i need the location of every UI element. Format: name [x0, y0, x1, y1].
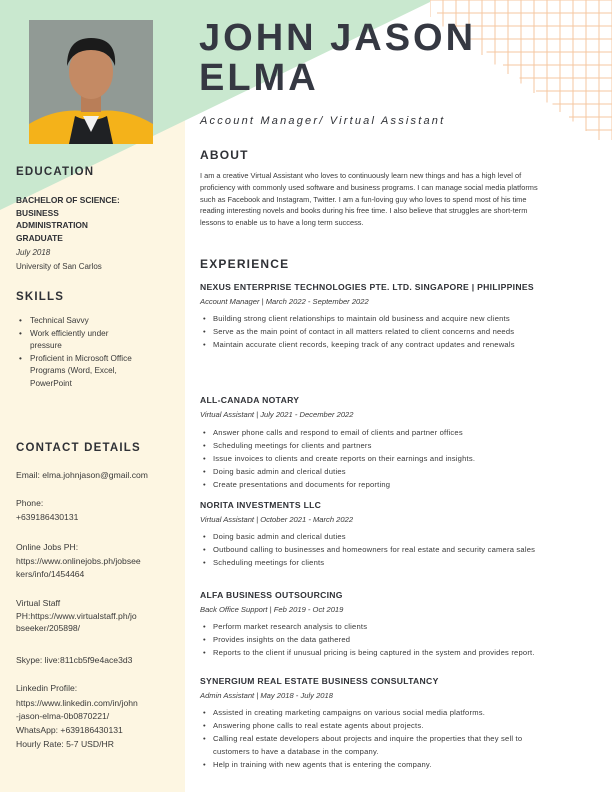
job-meta: Back Office Support | Feb 2019 - Oct 2019 [200, 605, 344, 614]
job-bullet: • Doing basic admin and clerical duties [200, 531, 552, 544]
job-bullets [200, 621, 570, 660]
job-meta: Virtual Assistant | October 2021 - March 2022 [200, 515, 354, 524]
contact-heading: CONTACT DETAILS [16, 442, 141, 454]
linkedin-link[interactable] [16, 697, 138, 722]
job-bullet: • Provides insights on the data gathered [200, 634, 570, 647]
degree-line: BACHELOR OF SCIENCE: [16, 195, 120, 205]
job-bullets [200, 531, 552, 570]
job-bullet: • Building strong client relationships to maintain old business and acquire new clients [200, 313, 552, 326]
job-bullet: • Assisted in creating marketing campaigns on various social media platforms. [200, 707, 558, 720]
contact-email[interactable]: Email: elma.johnjason@gmail.com [16, 470, 148, 480]
link-line: bseeker/205898/ [16, 623, 81, 634]
profile-photo [29, 20, 153, 144]
job-company: ALL-CANADA NOTARY [200, 395, 300, 405]
link-line: -jason-elma-0b0870221/ [16, 710, 110, 721]
education-degree [16, 194, 120, 244]
contact-whatsapp: WhatsApp: +639186430131 [16, 725, 123, 735]
job-bullet: • Issue invoices to clients and create reports on their earnings and insights. [200, 453, 570, 466]
job-role: Account Manager/ Virtual Assistant [200, 115, 446, 127]
job-bullet: • Answering phone calls to real estate agents about projects. [200, 720, 558, 733]
link-line: kers/info/1454464 [16, 568, 85, 579]
skill-item: • Work efficiently under pressure [16, 328, 141, 353]
job-company: NORITA INVESTMENTS LLC [200, 500, 322, 510]
linkedin-label: Linkedin Profile: [16, 683, 78, 693]
job-meta: Virtual Assistant | July 2021 - December 2022 [200, 410, 354, 419]
skills-list [16, 315, 141, 390]
degree-line: BUSINESS [16, 207, 59, 218]
skill-item: • Proficient in Microsoft Office Programs (Word, Excel, PowerPoint [16, 353, 141, 391]
job-bullet: • Serve as the main point of contact in all matters related to client concerns and needs [200, 326, 552, 339]
job-bullets [200, 707, 558, 772]
job-meta: Admin Assistant | May 2018 - July 2018 [200, 691, 333, 700]
onlinejobs-label: Online Jobs PH: [16, 542, 79, 552]
experience-heading: EXPERIENCE [200, 257, 290, 271]
job-company: ALFA BUSINESS OUTSOURCING [200, 590, 343, 600]
name-last: ELMA [199, 57, 319, 99]
job-bullet: • Scheduling meetings for clients and partners [200, 440, 570, 453]
contact-phone[interactable]: +639186430131 [16, 512, 79, 522]
job-bullet: • Calling real estate developers about projects and inquire the properties that they sell to customers to have a database in the company. [200, 733, 558, 759]
education-date: July 2018 [16, 248, 51, 257]
link-line: PH:https://www.virtualstaff.ph/jo [16, 610, 137, 621]
about-text: I am a creative Virtual Assistant who loves to continuously learn new things and has a high level of proficiency with commonly used software and business programs. I can manage social media platforms such as Facebook and Instagram, Twitter. I am a fun-loving guy who loves to spend most of his time reading interesting novels and books during his free time. I also believe that struggles are short-term lessons to enable us to have a long term success. [200, 171, 538, 228]
link-line: https://www.onlinejobs.ph/jobsee [16, 556, 141, 566]
contact-skype: Skype: live:811cb5f9e4ace3d3 [16, 655, 133, 665]
skills-heading: SKILLS [16, 291, 65, 303]
job-meta: Account Manager | March 2022 - September 2022 [200, 297, 369, 306]
link-line: https://www.linkedin.com/in/john [16, 698, 138, 708]
education-heading: EDUCATION [16, 166, 95, 178]
job-bullet: • Help in training with new agents that is entering the company. [200, 759, 558, 772]
contact-rate: Hourly Rate: 5-7 USD/HR [16, 739, 114, 749]
job-bullet: • Answer phone calls and respond to email of clients and partner offices [200, 427, 570, 440]
job-bullet: • Doing basic admin and clerical duties [200, 466, 570, 479]
job-bullets [200, 313, 552, 352]
virtualstaff-link[interactable] [16, 597, 137, 635]
skill-item: • Technical Savvy [16, 315, 141, 328]
link-line: Virtual Staff [16, 598, 61, 608]
contact-phone-label: Phone: [16, 498, 44, 508]
job-company: SYNERGIUM REAL ESTATE BUSINESS CONSULTANCY [200, 676, 439, 686]
page-title [199, 18, 476, 98]
degree-line: ADMINISTRATION [16, 220, 88, 231]
job-bullet: • Maintain accurate client records, keeping track of any contract updates and renewals [200, 339, 552, 352]
job-bullet: • Outbound calling to businesses and homeowners for real estate and security camera sales [200, 544, 552, 557]
job-company: NEXUS ENTERPRISE TECHNOLOGIES PTE. LTD. SINGAPORE | PHILIPPINES [200, 282, 534, 292]
onlinejobs-link[interactable] [16, 555, 141, 580]
education-school: University of San Carlos [16, 262, 102, 271]
job-bullet: • Reports to the client if unusual pricing is being captured in the system and provides report. [200, 647, 570, 660]
degree-line: GRADUATE [16, 232, 63, 243]
about-heading: ABOUT [200, 148, 249, 162]
job-bullet: • Scheduling meetings for clients [200, 557, 552, 570]
job-bullet: • Perform market research analysis to clients [200, 621, 570, 634]
job-bullet: • Create presentations and documents for reporting [200, 479, 570, 492]
job-bullets [200, 427, 570, 492]
name-first: JOHN JASON [199, 17, 477, 59]
